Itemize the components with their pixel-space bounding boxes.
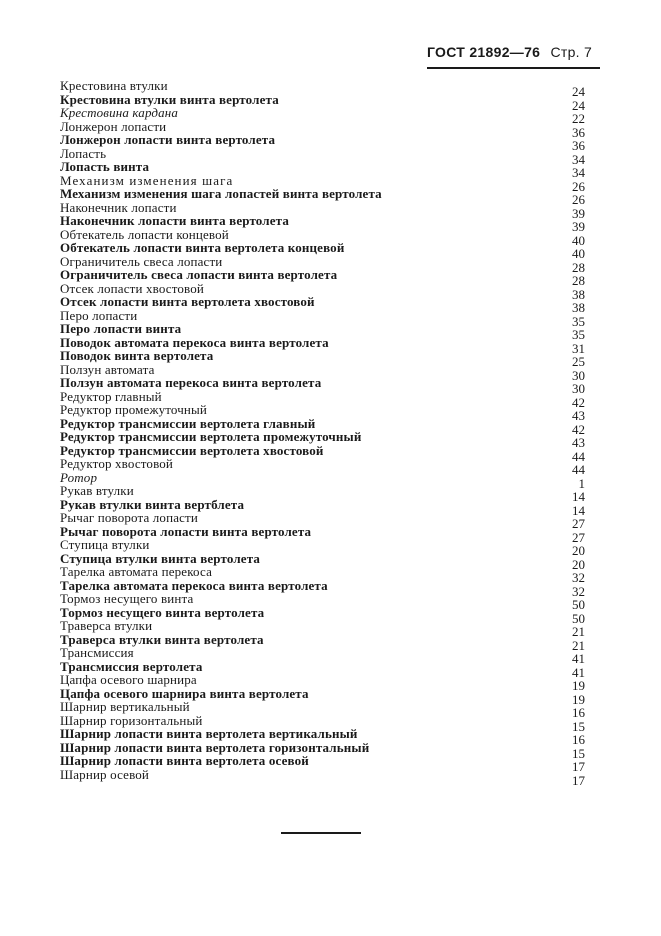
alphabetical-term-index — [60, 78, 590, 788]
index-page-number: 24 — [572, 97, 585, 113]
index-term: Шарнир лопасти винта вертолета вертикальный — [60, 726, 358, 741]
index-term: Перо лопасти винта — [60, 321, 182, 336]
index-page-number: 17 — [572, 772, 585, 788]
index-page-number: 19 — [572, 691, 585, 707]
index-term: Отсек лопасти винта вертолета хвостовой — [60, 294, 315, 309]
index-page-number: 43 — [572, 435, 585, 450]
index-page-number: 30 — [572, 367, 585, 383]
index-term: Обтекатель лопасти винта вертолета концевой — [60, 240, 345, 255]
index-term: Траверса втулки — [60, 618, 153, 633]
index-term: Крестовина втулки винта вертолета — [60, 91, 279, 107]
index-term: Шарнир осевой — [60, 766, 150, 782]
index-term: Механизм изменения шага лопастей винта вертолета — [60, 186, 382, 201]
index-entry — [60, 766, 590, 788]
index-page-number: 30 — [572, 381, 585, 396]
index-term: Лопасть — [60, 145, 107, 161]
index-term: Обтекатель лопасти концевой — [60, 226, 229, 242]
index-page-number: 34 — [572, 165, 585, 180]
index-term: Лопасть винта — [60, 159, 150, 174]
index-term: Рычаг поворота лопасти — [60, 510, 198, 525]
index-page-number: 35 — [572, 327, 585, 342]
index-page-number: 15 — [572, 718, 585, 734]
index-page-number: 16 — [572, 732, 585, 747]
index-term: Редуктор промежуточный — [60, 402, 208, 417]
index-term: Поводок винта вертолета — [60, 348, 214, 363]
index-page-number: 28 — [572, 259, 585, 275]
index-page-number: 43 — [572, 408, 585, 423]
index-page-number: 26 — [572, 178, 585, 194]
index-term: Трансмиссия вертолета — [60, 658, 203, 674]
index-page-number: 27 — [572, 529, 585, 545]
index-page-number: 20 — [572, 556, 585, 572]
index-term: Поводок автомата перекоса винта вертолета — [60, 334, 329, 350]
index-term: Цапфа осевого шарнира — [60, 672, 197, 687]
index-term: Лонжерон лопасти винта вертолета — [60, 132, 276, 147]
index-term: Редуктор трансмиссии вертолета промежуточный — [60, 429, 362, 444]
index-page-number: 32 — [572, 570, 585, 585]
index-term: Тарелка автомата перекоса винта вертолета — [60, 577, 328, 593]
index-page-number: 41 — [572, 651, 585, 666]
index-page-number: 40 — [572, 246, 585, 261]
index-page-number: 22 — [572, 111, 585, 126]
index-term: Ступица втулки — [60, 537, 150, 552]
index-term: Ограничитель свеса лопасти винта вертолета — [60, 267, 338, 282]
index-term: Редуктор хвостовой — [60, 456, 174, 471]
index-page-number: 21 — [572, 624, 585, 639]
index-page-number: 35 — [572, 313, 585, 329]
index-page-number: 31 — [572, 340, 585, 356]
index-term: Крестовина втулки — [60, 78, 168, 93]
index-term: Рычаг поворота лопасти винта вертолета — [60, 523, 312, 539]
index-term: Наконечник лопасти — [60, 199, 177, 215]
index-term: Ротор — [60, 469, 98, 485]
index-term: Шарнир вертикальный — [60, 699, 190, 714]
index-page-number: 28 — [572, 273, 585, 288]
index-term: Редуктор трансмиссии вертолета хвостовой — [60, 442, 324, 458]
index-term: Механизм изменения шага — [60, 172, 234, 188]
index-term: Рукав втулки — [60, 483, 134, 498]
index-term: Цапфа осевого шарнира винта вертолета — [60, 685, 309, 701]
index-page-number: 40 — [572, 232, 585, 248]
index-page-number: 25 — [572, 354, 585, 369]
page-number-label: Стр. 7 — [550, 44, 593, 60]
index-page-number: 17 — [572, 759, 585, 774]
standard-reference: ГОСТ 21892—76 — [427, 44, 541, 60]
index-page-number: 36 — [572, 138, 585, 153]
index-page-number: 24 — [572, 84, 585, 99]
index-page-number: 32 — [572, 583, 585, 599]
index-page-number: 26 — [572, 192, 585, 207]
index-page-number: 14 — [572, 489, 585, 504]
index-term: Лонжерон лопасти — [60, 118, 167, 134]
index-page-number: 44 — [572, 448, 585, 464]
index-page-number: 20 — [572, 543, 585, 558]
index-page-number: 38 — [572, 300, 585, 315]
header-rule — [427, 67, 600, 69]
index-term: Трансмиссия — [60, 645, 134, 660]
index-term: Перо лопасти — [60, 307, 138, 323]
index-page-number: 34 — [572, 151, 585, 167]
index-term: Ползун автомата перекоса винта вертолета — [60, 375, 322, 390]
index-term: Шарнир горизонтальный — [60, 712, 203, 728]
index-term: Тормоз несущего винта — [60, 591, 194, 606]
index-page-number: 38 — [572, 286, 585, 302]
index-term: Ползун автомата — [60, 361, 155, 377]
index-page-number: 27 — [572, 516, 585, 531]
index-page-number: 50 — [572, 597, 585, 612]
index-page-number: 42 — [572, 394, 585, 410]
index-page-number: 39 — [572, 205, 585, 221]
index-page-number: 42 — [572, 421, 585, 437]
index-page-number: 14 — [572, 502, 585, 518]
index-term: Тарелка автомата перекоса — [60, 564, 212, 579]
index-term: Ограничитель свеса лопасти — [60, 253, 223, 269]
index-page-number: 39 — [572, 219, 585, 234]
index-page-number: 50 — [572, 610, 585, 626]
index-term: Крестовина кардана — [60, 105, 179, 120]
index-page-number: 19 — [572, 678, 585, 693]
index-term: Тормоз несущего винта вертолета — [60, 604, 265, 620]
index-term: Ступица втулки винта вертолета — [60, 550, 261, 566]
index-term: Траверса втулки винта вертолета — [60, 631, 264, 647]
index-term: Отсек лопасти хвостовой — [60, 280, 204, 296]
index-page-number: 16 — [572, 705, 585, 720]
index-page-number: 15 — [572, 745, 585, 761]
index-term: Редуктор трансмиссии вертолета главный — [60, 415, 316, 431]
index-page-number: 36 — [572, 124, 585, 140]
index-term: Шарнир лопасти винта вертолета горизонтальный — [60, 739, 370, 755]
index-page-number: 1 — [578, 475, 585, 491]
index-term: Редуктор главный — [60, 388, 162, 404]
index-page-number: 41 — [572, 664, 585, 680]
index-term: Наконечник лопасти винта вертолета — [60, 213, 289, 228]
page-header — [427, 44, 591, 64]
index-page-number: 44 — [572, 462, 585, 477]
index-page-number: 21 — [572, 637, 585, 653]
index-term: Шарнир лопасти винта вертолета осевой — [60, 753, 309, 768]
index-term: Рукав втулки винта вертблета — [60, 496, 245, 512]
end-of-index-rule — [281, 832, 361, 834]
